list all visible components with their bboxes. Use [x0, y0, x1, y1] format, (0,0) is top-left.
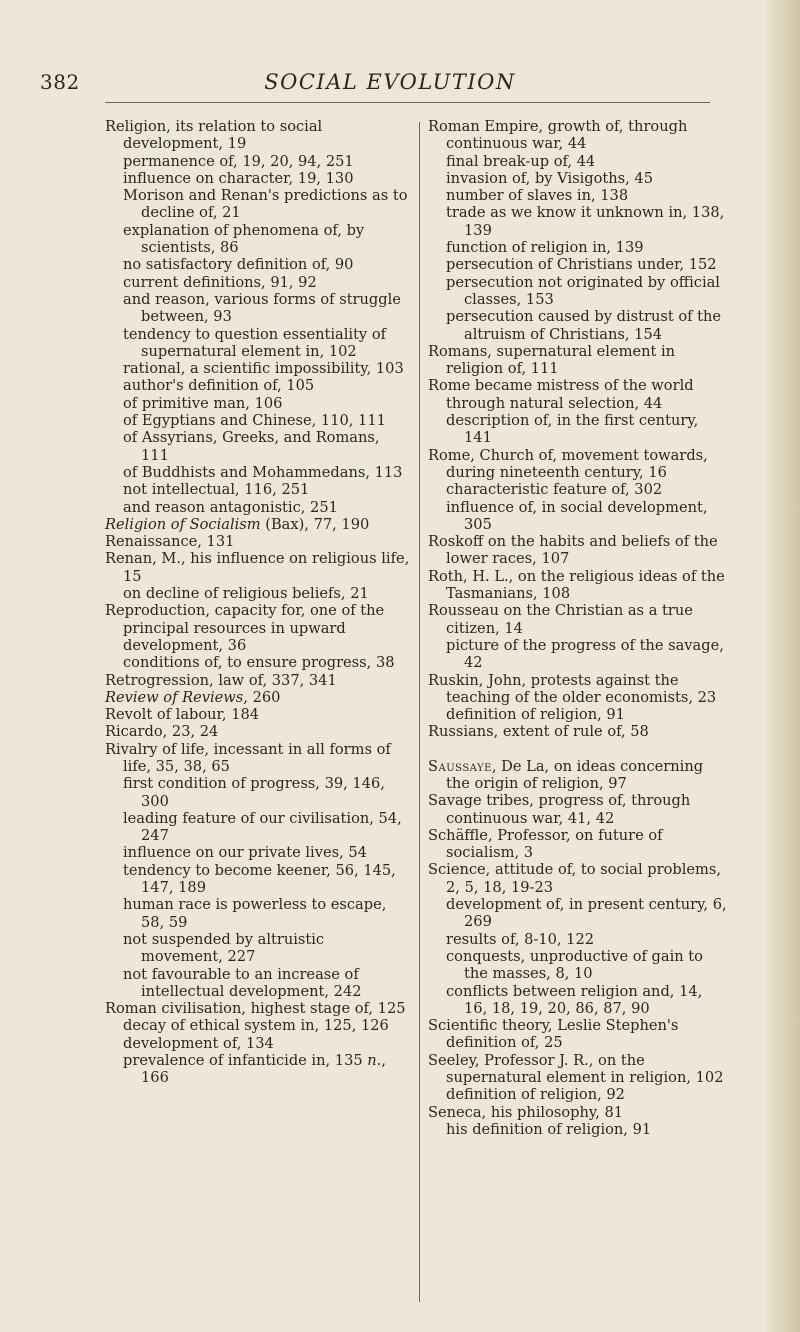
index-subentry: decay of ethical system in, 125, 126	[123, 1017, 389, 1035]
index-entry: Renan, M., his influence on religious life, 15	[105, 550, 410, 585]
entry-lead: Saussaye	[428, 757, 492, 775]
index-subentry: influence on our private lives, 54	[123, 844, 367, 862]
index-entry: Roth, H. L., on the religious ideas of the Tasmanians, 108	[428, 567, 725, 603]
index-subentry: picture of the progress of the savage, 42	[446, 636, 724, 672]
index-entry: Rome became mistress of the world through natural selection, 44	[428, 377, 694, 412]
index-entry	[428, 758, 728, 793]
index-entry: Roskoff on the habits and beliefs of the lower races, 107	[428, 533, 718, 568]
index-subentry: and reason antagonistic, 251	[123, 498, 338, 516]
index-entry	[105, 689, 410, 706]
index-entry: Reproduction, capacity for, one of the principal resources in upward development, 36	[105, 602, 385, 654]
index-subentry: of Egyptians and Chinese, 110, 111	[123, 412, 386, 430]
index-subentry: influence on character, 19, 130	[123, 169, 354, 187]
index-subentry: permanence of, 19, 20, 94, 251	[123, 152, 354, 170]
index-entry: Rivalry of life, incessant in all forms of life, 35, 38, 65	[105, 740, 391, 775]
index-entry: Renaissance, 131	[105, 533, 235, 551]
page-edge-shadow	[766, 0, 800, 1332]
index-entry: Seeley, Professor J. R., on the supernatural element in religion, 102	[428, 1051, 724, 1087]
index-subentry: on decline of religious beliefs, 21	[123, 585, 369, 603]
note-marker: n.	[367, 1052, 382, 1070]
index-entry: Seneca, his philosophy, 81	[428, 1103, 624, 1121]
index-entry: Scientific theory, Leslie Stephen's definition of, 25	[428, 1017, 679, 1052]
index-subentry: leading feature of our civilisation, 54, 247	[123, 809, 402, 845]
entry-text: , 260	[243, 688, 281, 706]
index-entry	[105, 516, 410, 533]
entry-text: (Bax), 77, 190	[260, 515, 370, 533]
header-rule	[105, 102, 710, 103]
index-entry: Ruskin, John, protests against the teaching of the older economists, 23	[428, 671, 717, 706]
index-subentry: conditions of, to ensure progress, 38	[123, 654, 395, 672]
index-entry: Science, attitude of, to social problems, 2, 5, 18, 19-23	[428, 861, 722, 896]
page-number: 382	[40, 70, 80, 94]
index-subentry: conquests, unproductive of gain to the masses, 8, 10	[446, 947, 703, 983]
index-subentry: final break-up of, 44	[446, 152, 596, 170]
index-entry: Roman civilisation, highest stage of, 125	[105, 1000, 406, 1018]
entry-text-after: , 166	[141, 1052, 386, 1087]
entry-text: prevalence of infanticide in, 135	[123, 1052, 368, 1070]
entry-text: , De La, on ideas concerning the origin of religion, 97	[446, 757, 704, 792]
index-entry: Religion, its relation to social development, 19	[105, 118, 323, 153]
index-subentry: persecution caused by distrust of the altruism of Christians, 154	[446, 308, 722, 343]
index-entry: Schäffle, Professor, on future of socialism, 3	[428, 826, 663, 862]
index-subentry: not favourable to an increase of intellectual development, 242	[123, 965, 362, 1000]
index-column-left	[105, 118, 410, 1087]
index-subentry: invasion of, by Visigoths, 45	[446, 169, 653, 187]
index-subentry: development of, in present century, 6, 269	[446, 896, 727, 931]
index-entry: Roman Empire, growth of, through continuous war, 44	[428, 118, 688, 153]
index-subentry: description of, in the first century, 141	[446, 412, 699, 447]
column-divider	[419, 122, 420, 1302]
index-subentry: rational, a scientific impossibility, 103	[123, 360, 404, 378]
index-subentry: function of religion in, 139	[446, 239, 644, 257]
index-entry: Revolt of labour, 184	[105, 706, 260, 724]
index-subentry: and reason, various forms of struggle between, 93	[123, 290, 401, 326]
index-subentry: influence of, in social development, 305	[446, 498, 708, 533]
index-entry: Savage tribes, progress of, through continuous war, 41, 42	[428, 792, 691, 827]
index-subentry: his definition of religion, 91	[446, 1120, 652, 1138]
index-subentry: conflicts between religion and, 14, 16, 18, 19, 20, 86, 87, 90	[446, 982, 703, 1017]
index-subentry: definition of religion, 92	[446, 1086, 625, 1104]
index-subentry: human race is powerless to escape, 58, 59	[123, 896, 387, 931]
index-entry: Ricardo, 23, 24	[105, 723, 219, 741]
index-subentry: of primitive man, 106	[123, 394, 283, 412]
index-subentry	[105, 1052, 410, 1087]
index-subentry: tendency to become keener, 56, 145, 147, 189	[123, 861, 396, 897]
index-subentry: trade as we know it unknown in, 138, 139	[446, 204, 725, 239]
index-subentry: number of slaves in, 138	[446, 187, 629, 205]
index-subentry: persecution not originated by official classes, 153	[446, 273, 720, 308]
index-entry: Retrogression, law of, 337, 341	[105, 671, 337, 689]
index-subentry: not intellectual, 116, 251	[123, 481, 310, 499]
index-subentry: not suspended by altruistic movement, 227	[123, 930, 325, 966]
work-title: Review of Reviews	[105, 688, 244, 706]
index-subentry: characteristic feature of, 302	[446, 481, 663, 499]
page-header	[40, 70, 760, 100]
index-subentry: first condition of progress, 39, 146, 300	[123, 775, 385, 810]
index-subentry: current definitions, 91, 92	[123, 273, 317, 291]
index-subentry: author's definition of, 105	[123, 377, 315, 395]
index-subentry: no satisfactory definition of, 90	[123, 256, 354, 274]
index-subentry: of Assyrians, Greeks, and Romans, 111	[123, 429, 380, 464]
index-subentry: results of, 8-10, 122	[446, 930, 595, 948]
index-subentry: definition of religion, 91	[446, 706, 625, 724]
index-subentry: persecution of Christians under, 152	[446, 256, 717, 274]
index-column-right	[428, 118, 728, 1138]
index-subentry: explanation of phenomena of, by scientists, 86	[123, 221, 365, 257]
running-title: SOCIAL EVOLUTION	[264, 70, 516, 94]
index-entry: Russians, extent of rule of, 58	[428, 723, 649, 741]
index-subentry: development of, 134	[123, 1034, 274, 1052]
index-subentry: tendency to question essentiality of supernatural element in, 102	[123, 325, 387, 360]
index-entry: Rome, Church of, movement towards, during nineteenth century, 16	[428, 446, 708, 481]
index-subentry: of Buddhists and Mohammedans, 113	[123, 463, 403, 481]
work-title: Religion of Socialism	[105, 515, 261, 533]
index-entry: Romans, supernatural element in religion of, 111	[428, 342, 676, 378]
index-subentry: Morison and Renan's predictions as to decline of, 21	[123, 187, 408, 222]
index-entry: Rousseau on the Christian as a true citizen, 14	[428, 602, 693, 637]
